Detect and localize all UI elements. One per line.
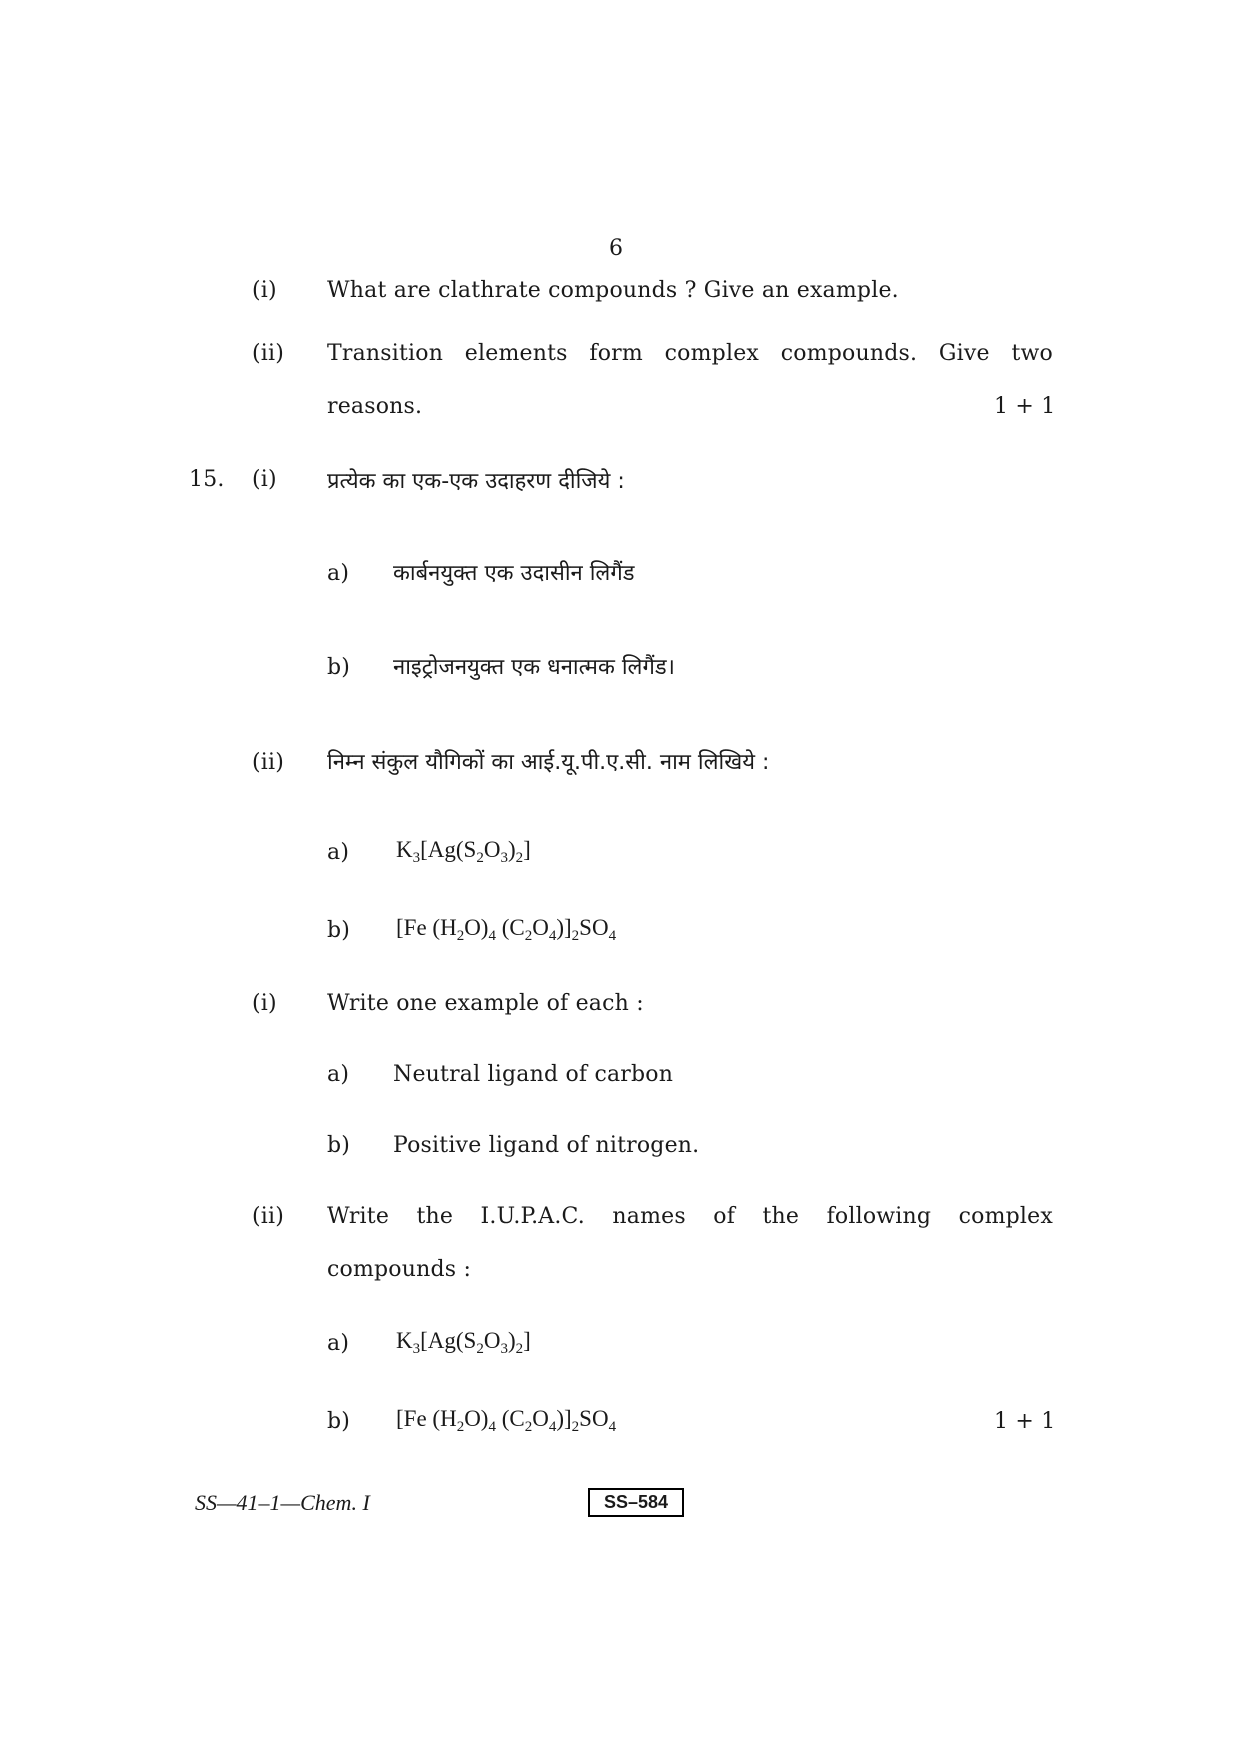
formula-a-hindi: $K_3[Ag(S_2O_3)_2]$ xyxy=(396,837,531,866)
q15-en-a-label: a) xyxy=(327,1062,350,1087)
q15-en-b-label: b) xyxy=(327,1133,351,1158)
q14-ii-label: (ii) xyxy=(252,341,285,366)
q14-marks: 1 + 1 xyxy=(994,394,1056,419)
q15-hi-i-text: प्रत्येक का एक-एक उदाहरण दीजिये : xyxy=(327,469,625,494)
q14-ii-text-line1: Transition elements form complex compounds. Give two xyxy=(327,341,1053,366)
q15-hi-a-label: a) xyxy=(327,561,350,586)
q15-en-ii-text-line1: Write the I.U.P.A.C. names of the following complex xyxy=(327,1204,1053,1229)
q14-ii-text-line2: reasons. xyxy=(327,394,423,419)
q15-en-ii-text-line2: compounds : xyxy=(327,1257,472,1282)
q15-hi-formula-b-label: b) xyxy=(327,918,351,943)
q15-hi-formula-a-label: a) xyxy=(327,840,350,865)
footer-series-code-box: SS–584 xyxy=(588,1488,684,1517)
q15-en-formula-b-label: b) xyxy=(327,1409,351,1434)
q14-i-text: What are clathrate compounds ? Give an example. xyxy=(327,278,899,303)
q15-marks: 1 + 1 xyxy=(994,1409,1056,1434)
q15-en-a-text: Neutral ligand of carbon xyxy=(393,1062,674,1087)
q15-number: 15. xyxy=(189,467,225,492)
q15-hi-ii-label: (ii) xyxy=(252,750,285,775)
footer-paper-code: SS—41–1—Chem. I xyxy=(195,1490,370,1515)
q15-en-formula-a-label: a) xyxy=(327,1331,350,1356)
q15-hi-ii-text: निम्न संकुल यौगिकों का आई.यू.पी.ए.सी. नाम लिखिये : xyxy=(327,750,770,775)
q15-en-ii-label: (ii) xyxy=(252,1204,285,1229)
q15-hi-a-text: कार्बनयुक्त एक उदासीन लिगैंड xyxy=(393,561,635,586)
page-number: 6 xyxy=(609,236,624,261)
q15-hi-i-label: (i) xyxy=(252,467,277,492)
q15-en-i-text: Write one example of each : xyxy=(327,991,644,1016)
q15-en-i-label: (i) xyxy=(252,991,277,1016)
formula-b-english: [Fe $(H_2O)_4$ $(C_2O_4)]_2SO_4$ xyxy=(396,1406,617,1435)
q14-i-label: (i) xyxy=(252,278,277,303)
formula-a-english: $K_3[Ag(S_2O_3)_2]$ xyxy=(396,1328,531,1357)
formula-b-hindi: [Fe $(H_2O)_4$ $(C_2O_4)]_2SO_4$ xyxy=(396,915,617,944)
q15-hi-b-label: b) xyxy=(327,655,351,680)
q15-hi-b-text: नाइट्रोजनयुक्त एक धनात्मक लिगैंड। xyxy=(393,655,675,680)
q15-en-b-text: Positive ligand of nitrogen. xyxy=(393,1133,700,1158)
